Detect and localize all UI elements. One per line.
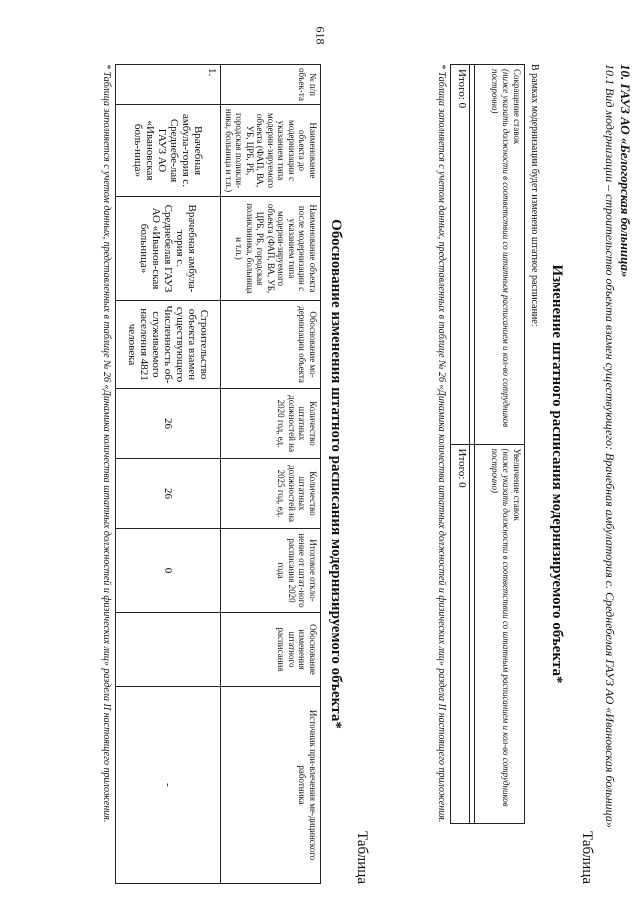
table1-footnote: * Таблица заполняется с учетом данных, представленных в таблице № 26 «Динамика количества штатных должностей и физических лиц» раздела II настоящего приложения.	[436, 64, 447, 823]
header-cell-object-before: Наименование объекта до модернизации с указанием типа модерни-зируемого объекта (ФАП, ВА, УБ, ЦРБ, РБ, городская поликли-ника, больница и т.п.)	[221, 105, 321, 197]
decrease-header: Сокращение ставок	[512, 69, 522, 145]
decrease-header-cell	[475, 65, 525, 445]
header-cell-change-reason: Обоснование изменения штатного расписания	[221, 613, 321, 687]
decrease-total: Итого: 0	[451, 65, 470, 445]
section-subheading: 10.1 Вид модернизации – строительство объекта взамен существующего: Врачебная амбулатория с. Среднебелая ГАУЗ АО «Ивановская больница»	[603, 64, 617, 828]
increase-total: Итого: 0	[451, 444, 470, 824]
table-row	[116, 65, 221, 884]
page-number: 618	[313, 26, 328, 45]
increase-header-cell	[475, 444, 525, 824]
table2-label: Таблица	[354, 831, 370, 884]
row-object-before: Врачебная амбула-тория с. Среднебе-лая ГАУЗ АО «Ивановская боль-ница»	[116, 105, 221, 197]
row-staff-2025: 26	[116, 459, 221, 529]
table1-intro: В рамках модернизации будет изменено штатное расписание:	[529, 64, 540, 327]
header-cell-source: Источник при-влечения ме-дицинского работника	[221, 687, 321, 884]
table2-title: Обоснование изменения штатного расписания модернизируемого объекта*	[328, 219, 344, 729]
header-cell-deviation: Итоговое откло-нение от штат-ного расписания 2020 года	[221, 529, 321, 613]
table1-title: Изменение штатного расписания модернизируемого объекта*	[549, 264, 565, 684]
decrease-empty-cell	[470, 65, 475, 445]
section-staffing-justification	[101, 64, 371, 884]
section-heading: 10. ГАУЗ АО «Белогорская больница»	[618, 64, 633, 278]
header-cell-staff-2020: Количество штатных должностей на 2020 год, ед.	[221, 389, 321, 459]
row-justification: Строительство объекта взамен существующего Численность об-служиваемого населения 4821 человека	[116, 301, 221, 389]
row-deviation: 0	[116, 529, 221, 613]
increase-empty-cell	[470, 444, 475, 824]
decrease-note: (ниже указать должности в соответствии со штатным расписанием и кол-во сотрудников построчно)	[490, 69, 511, 428]
increase-note: (ниже указать должности в соответствии со штатным расписанием и кол-во сотрудников построчно)	[490, 448, 511, 807]
header-cell-justification: Обоснование мо-дернизации объекта	[221, 301, 321, 389]
header-cell-staff-2025: Количество штатных должностей на 2025 год, ед.	[221, 459, 321, 529]
header-cell-number: № п/п объек-та	[221, 65, 321, 105]
justification-table	[116, 64, 322, 884]
table2-footnote: * Таблица заполняется с учетом данных, представленных в таблице № 26 «Динамика количества штатных должностей и физических лиц» раздела II настоящего приложения.	[101, 64, 113, 823]
row-number: 1.	[116, 65, 221, 105]
row-object-after: Врачебная амбула-тория с. Среднебелая ГАУЗ АО «Иванов-ская больница»	[116, 197, 221, 301]
table-header-row	[221, 65, 321, 884]
increase-header: Увеличение ставок	[512, 448, 522, 521]
table1-label: Таблица	[579, 831, 595, 884]
staffing-change-table	[450, 64, 525, 824]
rotated-document-body	[80, 64, 632, 884]
section-staffing-change	[435, 64, 632, 884]
header-cell-object-after: Наименование объекта после модернизации с указанием типа модерни-зируемого объекта (ФАП, ВА, УБ, ЦРБ, РБ, городская поликлиника, больница и т.п.)	[221, 197, 321, 301]
row-change-reason	[116, 613, 221, 687]
row-source: -	[116, 687, 221, 884]
row-staff-2020: 26	[116, 389, 221, 459]
